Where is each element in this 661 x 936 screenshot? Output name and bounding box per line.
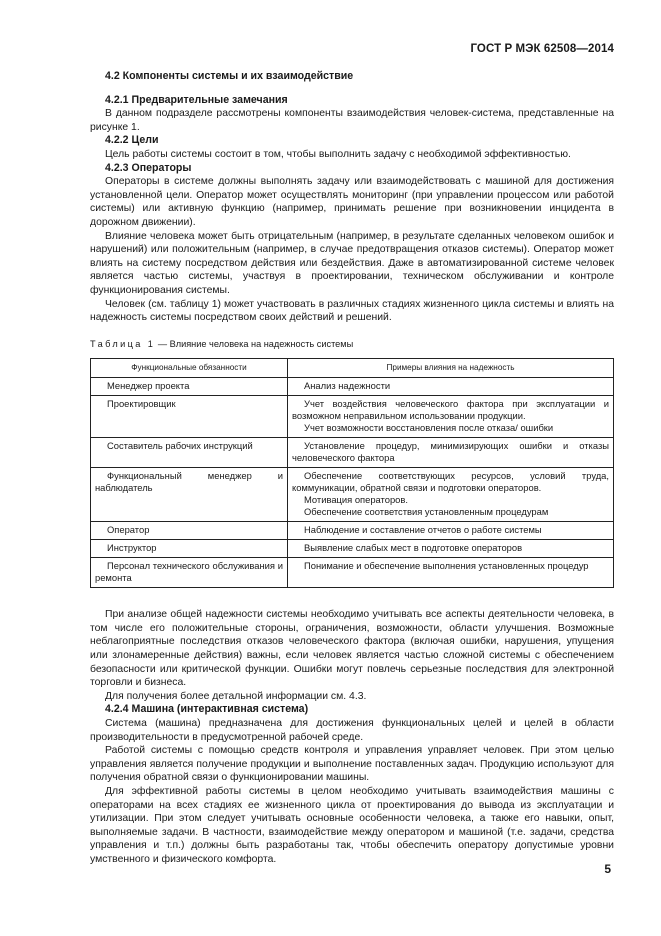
table-cell-examples: Наблюдение и составление отчетов о работе системы bbox=[288, 522, 614, 540]
table-row bbox=[91, 558, 614, 588]
section-title: 4.2 Компоненты системы и их взаимодействие bbox=[105, 70, 354, 82]
table-caption bbox=[90, 338, 614, 352]
paragraph: Операторы в системе должны выполнять задачу или взаимодействовать с машиной для достижения установленной цели. Оператор может осуществлять мониторинг (при управлении процессом или работой системы) или активную функцию (например, принимать решение при возникновении инцидента в дорожном движении). bbox=[90, 176, 614, 228]
table-cell-role: Проектировщик bbox=[91, 396, 288, 438]
subsection-heading-4-2-3: 4.2.3 Операторы bbox=[105, 161, 192, 174]
table-cell-role: Оператор bbox=[91, 522, 288, 540]
table-cell-role: Инструктор bbox=[91, 540, 288, 558]
page-number: 5 bbox=[604, 862, 611, 876]
document-header: ГОСТ Р МЭК 62508—2014 bbox=[470, 43, 614, 55]
table-header-examples: Примеры влияния на надежность bbox=[288, 359, 614, 378]
table-row bbox=[91, 378, 614, 396]
paragraph: Работой системы с помощью средств контроля и управления управляет человек. При этом целью управления является получение продукции и выполнение поставленных задач. Продукцию используют для получения обратной связи о функционировании машины. bbox=[90, 745, 614, 784]
paragraph: Система (машина) предназначена для достижения функциональных целей и целей в области производительности в предусмотренной рабочей среде. bbox=[90, 718, 614, 743]
paragraph: Влияние человека может быть отрицательным (например, в результате сделанных человеком ошибок и нарушений) или положительным (например, в случае предотвращения отказов системы). Оператор может влиять на систему посредством действия или бездействия. Даже в автоматизированной системе человек является частью системы, участвуя в проектировании, техническом обслуживании и контроле функционирования системы. bbox=[90, 230, 614, 296]
paragraph: При анализе общей надежности системы необходимо учитывать все аспекты деятельности человека, в том числе его положительные стороны, ограничения, возможности, области улучшения. Возможные неблагоприятные последствия отказов человеческого фактора (включая ошибки, нарушения, упущения или злонамеренные действия) важны, если человек является частью сложной системы с обеспечением безопасности или критической функции. Ошибки могут повлечь серьезные последствия для электронной торговли и бизнеса. bbox=[90, 609, 614, 689]
subsection-heading-4-2-2: 4.2.2 Цели bbox=[105, 134, 159, 147]
table-caption-label: Таблица 1 bbox=[90, 338, 156, 349]
table-cell-examples: Выявление слабых мест в подготовке операторов bbox=[288, 540, 614, 558]
table-cell-examples: Анализ надежности bbox=[288, 378, 614, 396]
table-cell-examples: Обеспечение соответствующих ресурсов, условий труда, коммуникации, обратной связи и подготовки операторов. Мотивация операторов. Обеспечение соответствия установленным процедурам bbox=[288, 468, 614, 522]
table-row bbox=[91, 468, 614, 522]
table-header-row bbox=[91, 359, 614, 378]
table-caption-text: — Влияние человека на надежность системы bbox=[155, 338, 354, 349]
subsection-heading-4-2-4: 4.2.4 Машина (интерактивная система) bbox=[105, 703, 309, 716]
table-row bbox=[91, 396, 614, 438]
page-content bbox=[90, 70, 614, 867]
table-cell-role: Составитель рабочих инструкций bbox=[91, 438, 288, 468]
table-header-functions: Функциональные обязанности bbox=[91, 359, 288, 378]
table-cell-examples: Учет воздействия человеческого фактора при эксплуатации и возможном неправильном использовании продукции. Учет возможности восстановления после отказа/ ошибки bbox=[288, 396, 614, 438]
table-row bbox=[91, 522, 614, 540]
table-cell-role: Персонал технического обслуживания и ремонта bbox=[91, 558, 288, 588]
paragraph: Цель работы системы состоит в том, чтобы выполнить задачу с необходимой эффективностью. bbox=[105, 148, 571, 160]
table-cell-role: Функциональный менеджер и наблюдатель bbox=[91, 468, 288, 522]
paragraph: Для эффективной работы системы в целом необходимо учитывать взаимодействия машины с операторами на всех стадиях ее жизненного цикла от проектирования до вывода из эксплуатации и утилизации. При этом следует учитывать основные особенности человека, а также его навыки, опыт, выполняемые задачи. В частности, взаимодействие между оператором и машиной (т.е. задачи, средства управления и т.п.) должны быть разработаны так, чтобы обеспечить оператору допустимые уровни умственного и физического комфорта. bbox=[90, 786, 614, 865]
human-impact-table bbox=[90, 358, 614, 588]
table-cell-examples: Установление процедур, минимизирующих ошибки и отказы человеческого фактора bbox=[288, 438, 614, 468]
paragraph: Для получения более детальной информации см. 4.3. bbox=[105, 690, 367, 702]
table-cell-examples: Понимание и обеспечение выполнения установленных процедур bbox=[288, 558, 614, 588]
subsection-heading-4-2-1: 4.2.1 Предварительные замечания bbox=[105, 93, 288, 106]
table-row bbox=[91, 540, 614, 558]
paragraph: В данном подразделе рассмотрены компоненты взаимодействия человек-система, представленные на рисунке 1. bbox=[90, 108, 614, 133]
table-cell-role: Менеджер проекта bbox=[91, 378, 288, 396]
paragraph: Человек (см. таблицу 1) может участвовать в различных стадиях жизненного цикла системы и влиять на надежность системы посредством своих действий и решений. bbox=[90, 298, 614, 324]
table-row bbox=[91, 438, 614, 468]
